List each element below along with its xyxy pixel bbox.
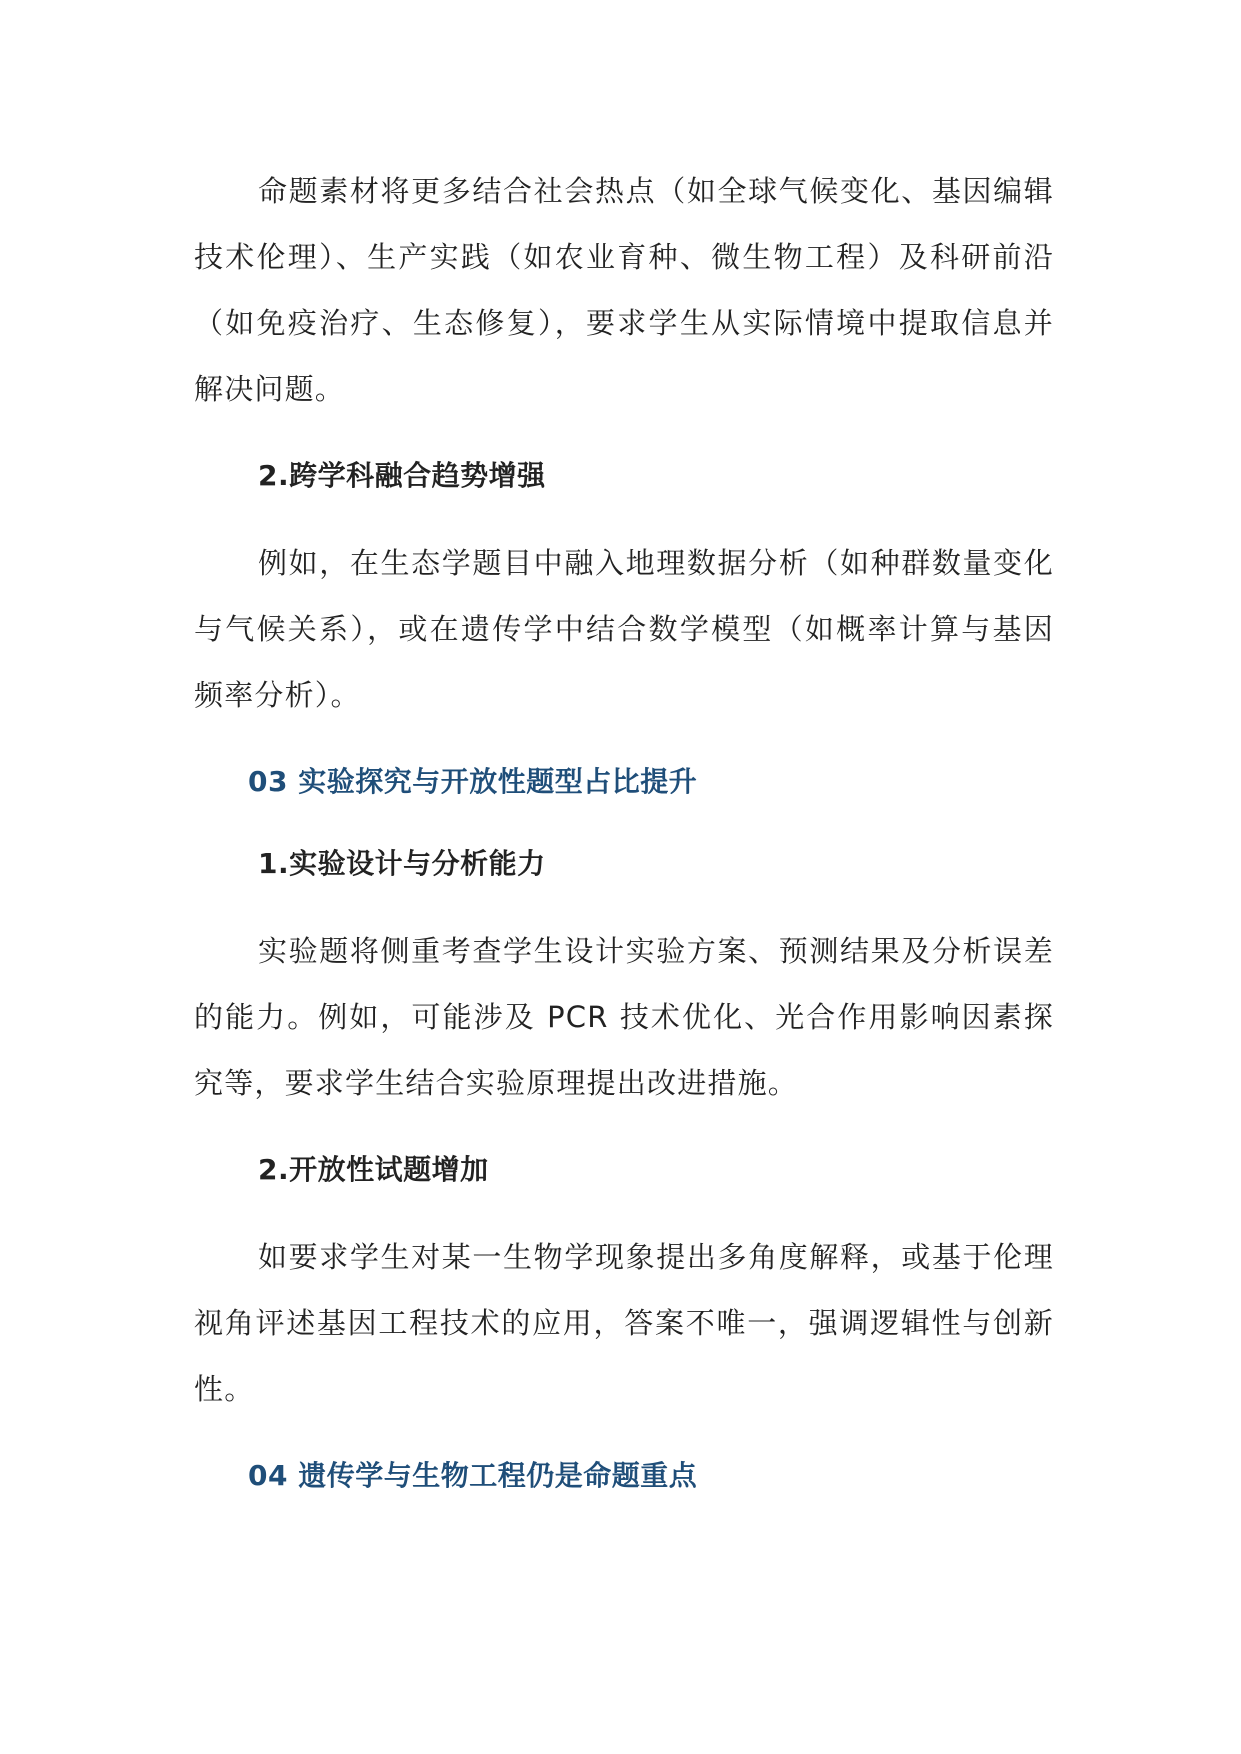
subheading-experiment-design: 1.实验设计与分析能力 [258, 847, 546, 880]
spacer [194, 802, 1054, 844]
paragraph-open-questions: 如要求学生对某一生物学现象提出多角度解释，或基于伦理视角评述基因工程技术的应用，答案不唯一，强调逻辑性与创新性。 [194, 1240, 1054, 1406]
spacer [194, 1116, 1054, 1150]
paragraph-context-materials: 命题素材将更多结合社会热点（如全球气候变化、基因编辑技术伦理）、生产实践（如农业育种、微生物工程）及科研前沿（如免疫治疗、生态修复），要求学生从实际情境中提取信息并解决问题。 [194, 174, 1054, 406]
paragraph-interdisciplinary-example: 例如，在生态学题目中融入地理数据分析（如种群数量变化与气候关系），或在遗传学中结合数学模型（如概率计算与基因频率分析）。 [194, 546, 1054, 712]
section-heading-03: 03 实验探究与开放性题型占比提升 [248, 765, 698, 798]
subheading-open-questions: 2.开放性试题增加 [258, 1153, 489, 1186]
paragraph-experiment-design: 实验题将侧重考查学生设计实验方案、预测结果及分析误差的能力。例如，可能涉及 PCR 技术优化、光合作用影响因素探究等，要求学生结合实验原理提出改进措施。 [194, 934, 1054, 1100]
subheading-interdisciplinary: 2.跨学科融合趋势增强 [258, 459, 546, 492]
section-heading-04: 04 遗传学与生物工程仍是命题重点 [248, 1459, 698, 1492]
spacer [194, 1422, 1054, 1456]
spacer [194, 728, 1054, 762]
spacer [194, 884, 1054, 918]
document-body [194, 158, 1054, 1496]
spacer [194, 422, 1054, 456]
spacer [194, 496, 1054, 530]
spacer [194, 1190, 1054, 1224]
